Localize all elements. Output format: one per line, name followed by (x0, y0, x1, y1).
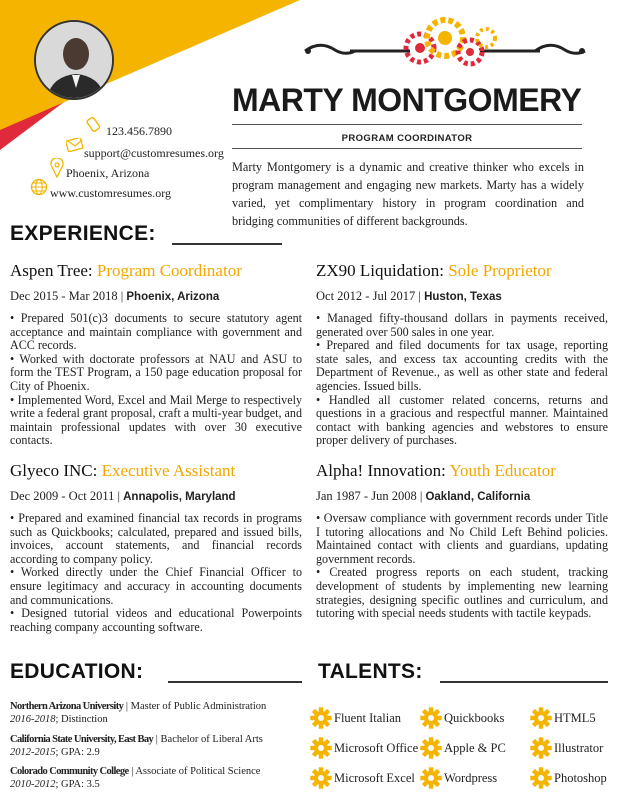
education-entry (10, 700, 300, 726)
divider (168, 681, 302, 683)
bullet-item: • Prepared and examined financial tax records in programs such as Quickbooks; calculated, prepared and issued bills, invoices, account statements, and financial records according to company policy. (10, 511, 302, 566)
divider (440, 681, 608, 683)
school-name: California State University, East Bay (10, 734, 154, 745)
position-title: Executive Assistant (101, 461, 236, 480)
degree: | Bachelor of Liberal Arts (153, 734, 263, 745)
job-entry (10, 460, 302, 634)
summary: Marty Montgomery is a dynamic and creative thinker who excels in program management and engaging new markets. Marty has a widely varied, yet complimentary history in program coordination and bridging communities of different backgrounds. (232, 160, 584, 228)
job-bullets (316, 512, 608, 621)
gear-icon (530, 707, 552, 734)
education-note: ; Distinction (55, 714, 108, 725)
job-location: Oakland, California (425, 491, 531, 503)
education-years: 2016-2018 (10, 714, 56, 725)
position-title: Youth Educator (449, 461, 556, 480)
gear-icon (530, 767, 552, 794)
company-name: Glyeco INC: (10, 461, 102, 480)
company-name: Alpha! Innovation: (316, 461, 450, 480)
candidate-name: MARTY MONTGOMERY (232, 82, 582, 118)
divider (232, 124, 582, 125)
job-dates (10, 487, 302, 506)
job-title (316, 460, 608, 482)
gear-icon (530, 737, 552, 764)
mail-icon (66, 138, 84, 152)
education-heading: EDUCATION: (10, 660, 144, 683)
education-entry (10, 733, 300, 759)
talent-item: Photoshop (554, 771, 607, 785)
bullet-item: • Worked with doctorate professors at NAU and ASU to form the TEST Program, a 150 page education proposal for City of Phoenix. (10, 351, 302, 393)
bullet-item: • Created progress reports on each student, tracking development of students by implementing new learning strategies, designing specific outlines and curriculum, and tutoring with special needs students with tactile keypads. (316, 565, 608, 621)
date-range: Jan 1987 - Jun 2008 | (316, 489, 426, 503)
contact-email: support@customresumes.org (84, 146, 224, 160)
degree: | Associate of Political Science (128, 766, 261, 777)
job-entry (316, 260, 608, 448)
divider (232, 148, 582, 149)
job-title (316, 260, 608, 282)
bullet-item: • Worked directly under the Chief Financial Officer to ensure legitimacy and accuracy in accounting documents and communications. (10, 565, 302, 607)
bullet-item: • Handled all customer related concerns, returns and questions in a gracious and respectful manner. Maintained contact with banking agencies and webstores to ensure proper delivery of purchases. (316, 392, 608, 448)
date-range: Oct 2012 - Jul 2017 | (316, 289, 425, 303)
education-entry (10, 765, 300, 791)
job-entry (316, 460, 608, 621)
degree: | Master of Public Administration (123, 701, 267, 712)
job-bullets (10, 312, 302, 448)
job-entry (10, 260, 302, 448)
school-name: Colorado Community College (10, 766, 129, 777)
school-name: Northern Arizona University (10, 701, 124, 712)
talent-item: Apple & PC (444, 741, 506, 755)
job-bullets (316, 312, 608, 448)
job-bullets (10, 512, 302, 634)
talent-item: HTML5 (554, 711, 596, 725)
bullet-item: • Managed fifty-thousand dollars in payments received, generated over 500 sales in one year. (316, 311, 608, 339)
bullet-item: • Prepared and filed documents for tax usage, reporting state sales, and excess tax accounting credits with the Department of Revenue., as well as other state and federal agencies. Issued bills. (316, 338, 608, 393)
company-name: ZX90 Liquidation: (316, 261, 449, 280)
globe-icon (30, 178, 48, 196)
gear-icon (420, 707, 442, 734)
job-title (10, 460, 302, 482)
bullet-item: • Implemented Word, Excel and Mail Merge to respectively write a federal grant proposal, craft a multi-year budget, and maintain professional updates with over 30 executive contacts. (10, 392, 302, 448)
gear-icon (310, 707, 332, 734)
position-title: Program Coordinator (96, 261, 242, 280)
avatar (34, 20, 114, 100)
talent-item: Quickbooks (444, 711, 505, 725)
gear-icon (310, 767, 332, 794)
job-title (10, 260, 302, 282)
job-dates (316, 287, 608, 306)
talents-heading: TALENTS: (318, 660, 423, 683)
education-note: ; GPA: 2.9 (55, 747, 100, 758)
talent-item: Wordpress (444, 771, 498, 785)
job-location: Annapolis, Maryland (123, 491, 236, 503)
company-name: Aspen Tree: (10, 261, 97, 280)
gear-icon (420, 767, 442, 794)
talent-item: Fluent Italian (334, 711, 401, 725)
education-years: 2012-2015 (10, 747, 56, 758)
talent-item: Illustrator (554, 741, 604, 755)
job-location: Huston, Texas (424, 291, 502, 303)
bullet-item: • Oversaw compliance with government records under Title I tutoring allocations and No Child Left Behind policies. Maintained contact with clients and guardians, updating government records. (316, 511, 608, 566)
talent-item: Microsoft Excel (334, 771, 415, 785)
education-years: 2010-2012 (10, 779, 56, 790)
bullet-item: • Prepared 501(c)3 documents to secure statutory agent acceptance and maintain compliance with government and ACC records. (10, 311, 302, 353)
talent-item: Microsoft Office (334, 741, 419, 755)
education-note: ; GPA: 3.5 (55, 779, 100, 790)
gears-ornament (300, 8, 590, 74)
date-range: Dec 2009 - Oct 2011 | (10, 489, 124, 503)
gear-icon (310, 737, 332, 764)
job-location: Phoenix, Arizona (126, 291, 220, 303)
position-title: Sole Proprietor (448, 261, 552, 280)
divider (172, 243, 282, 245)
contact-location: Phoenix, Arizona (66, 166, 150, 180)
job-dates (10, 287, 302, 306)
contact-phone: 123.456.7890 (106, 124, 172, 138)
contact-website: www.customresumes.org (50, 186, 171, 200)
experience-heading: EXPERIENCE: (10, 222, 156, 245)
gear-icon (420, 737, 442, 764)
location-pin-icon (50, 158, 64, 178)
job-dates (316, 487, 608, 506)
job-role: PROGRAM COORDINATOR (341, 133, 473, 144)
phone-icon (86, 116, 104, 132)
date-range: Dec 2015 - Mar 2018 | (10, 289, 127, 303)
bullet-item: • Designed tutorial videos and educational Powerpoints reaching company accounting software. (10, 606, 302, 634)
